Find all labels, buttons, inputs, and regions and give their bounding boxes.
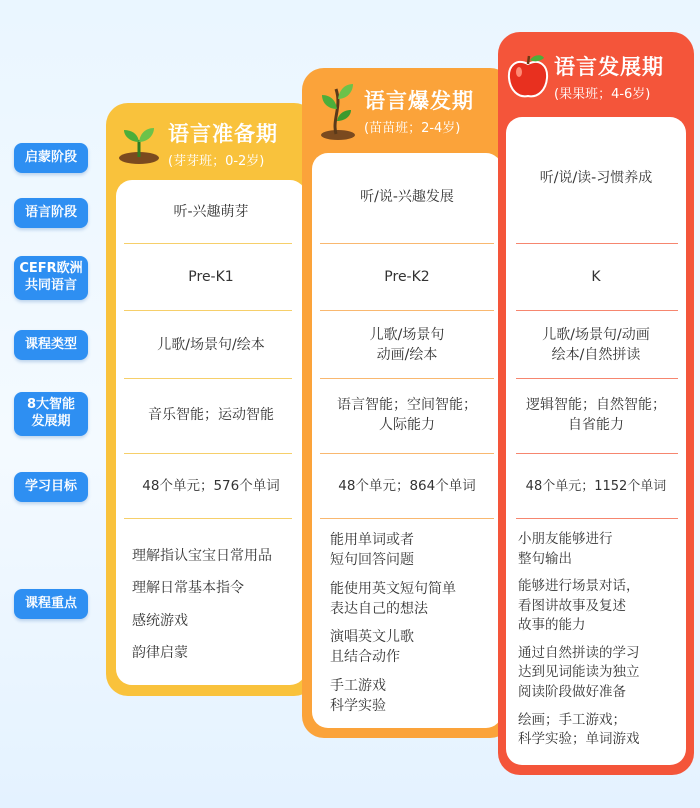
row-label-cefr [14, 256, 88, 300]
column-1-course-type-line1: 儿歌/场景句/绘本 [157, 336, 265, 353]
focus-item [518, 530, 686, 569]
column-3-divider [516, 378, 678, 379]
column-2-divider [320, 243, 494, 244]
column-2-divider [320, 378, 494, 379]
row-label-intelligence-line1: 8大智能 [26, 397, 76, 413]
focus-item-line: 演唱英文儿歌 [330, 629, 414, 646]
column-2-course-type [312, 320, 502, 370]
column-1-language-stage: 听-兴趣萌芽 [173, 203, 249, 220]
focus-item-line: 绘画；手工游戏； [518, 711, 626, 728]
column-3-course-type-line2: 绘本/自然拼读 [551, 347, 641, 363]
column-2-course-type-line2: 动画/绘本 [376, 347, 438, 363]
column-2-intelligence [312, 390, 502, 440]
column-3-goal: 48个单元；1152个单词 [525, 478, 667, 494]
focus-item-line: 整句输出 [518, 550, 572, 567]
focus-item: 理解日常基本指令 [132, 580, 244, 597]
column-1-divider [124, 378, 292, 379]
focus-item-line: 科学实验 [330, 698, 386, 715]
column-2-intelligence-line2: 人际能力 [379, 417, 435, 433]
row-label-focus: 课程重点 [14, 589, 88, 619]
column-1-intelligence-line1: 音乐智能；运动智能 [148, 406, 274, 423]
column-3-divider [516, 310, 678, 311]
column-1-subtitle: (芽芽班；0-2岁) [168, 153, 265, 169]
apple-icon [506, 52, 550, 100]
column-3-divider [516, 453, 678, 454]
focus-item-line: 能够进行场景对话， [518, 578, 640, 595]
column-1-divider [124, 243, 292, 244]
column-2-divider [320, 518, 494, 519]
column-3-intelligence-line2: 自省能力 [568, 417, 624, 433]
focus-item [518, 644, 686, 703]
column-1-cefr: Pre-K1 [188, 268, 234, 285]
column-3-title-block [554, 51, 664, 102]
column-2-intelligence-line1: 语言智能；空间智能； [337, 396, 477, 413]
column-3-divider [516, 518, 678, 519]
column-1-focus-list [132, 546, 304, 671]
column-2-divider [320, 453, 494, 454]
focus-item [330, 579, 500, 620]
column-1-divider [124, 453, 292, 454]
column-1-goal: 48个单元；576个单词 [142, 478, 280, 495]
column-3-focus-list [518, 530, 686, 758]
focus-item: 感统游戏 [132, 612, 188, 629]
column-1-title-block [168, 118, 278, 169]
column-3-cefr: K [591, 268, 601, 285]
column-2-subtitle: (苗苗班；2-4岁) [364, 120, 461, 136]
focus-item-line: 小朋友能够进行 [518, 531, 613, 547]
row-label-intelligence [14, 392, 88, 436]
column-3-course-type [506, 320, 686, 370]
focus-item-line: 表达自己的想法 [330, 600, 428, 617]
focus-item [330, 627, 500, 668]
seedling-icon [318, 79, 358, 141]
column-2-header [318, 76, 508, 144]
column-2-divider [320, 310, 494, 311]
focus-item-line: 且结合动作 [330, 649, 400, 666]
column-2-focus-list [330, 530, 500, 724]
row-label-goal: 学习目标 [14, 472, 88, 502]
column-1-header [116, 112, 308, 174]
focus-item-line: 能使用英文短句简单 [330, 580, 456, 597]
focus-item [330, 676, 500, 717]
column-2-title-block [364, 85, 474, 136]
focus-item-line: 科学实验；单词游戏 [518, 731, 640, 748]
column-1-divider [124, 310, 292, 311]
column-3-intelligence [506, 390, 686, 440]
column-3-subtitle: (果果班；4-6岁) [554, 86, 651, 102]
focus-item-line: 故事的能力 [518, 617, 586, 634]
row-label-course-type: 课程类型 [14, 330, 88, 360]
column-3-course-type-line1: 儿歌/场景句/动画 [542, 326, 650, 343]
focus-item-line: 达到见词能读为独立 [518, 664, 640, 681]
column-2-cefr: Pre-K2 [384, 268, 430, 285]
column-3-language-stage: 听/说/读-习惯养成 [539, 169, 653, 186]
focus-item-line: 短句回答问题 [330, 552, 414, 569]
column-1-divider [124, 518, 292, 519]
focus-item: 理解指认宝宝日常用品 [132, 548, 272, 564]
column-3-divider [516, 243, 678, 244]
column-3-header [506, 44, 690, 108]
focus-item: 韵律启蒙 [132, 644, 188, 661]
focus-item-line: 阅读阶段做好准备 [518, 683, 626, 700]
focus-item [518, 711, 686, 750]
row-label-cefr-line1: CEFR欧洲 [19, 261, 83, 277]
column-1-intelligence [116, 390, 306, 440]
column-2-title: 语言爆发期 [364, 88, 474, 113]
column-3-intelligence-line1: 逻辑智能；自然智能； [526, 396, 666, 413]
focus-item-line: 看图讲故事及复述 [518, 597, 626, 614]
sprout-icon [116, 120, 162, 166]
column-1-title: 语言准备期 [168, 121, 278, 146]
focus-item [518, 577, 686, 636]
column-2-language-stage: 听/说-兴趣发展 [360, 188, 454, 205]
column-2-course-type-line1: 儿歌/场景句 [369, 326, 445, 343]
row-label-cefr-line2: 共同语言 [24, 278, 77, 293]
column-3-title: 语言发展期 [554, 54, 664, 79]
row-label-stage: 启蒙阶段 [14, 143, 88, 173]
row-label-language-stage: 语言阶段 [14, 198, 88, 228]
focus-item-line: 手工游戏 [330, 677, 386, 694]
column-1-course-type [116, 320, 306, 370]
focus-item-line: 通过自然拼读的学习 [518, 644, 640, 661]
row-label-intelligence-line2: 发展期 [31, 414, 71, 429]
focus-item [330, 530, 500, 571]
column-2-goal: 48个单元；864个单词 [338, 478, 476, 495]
focus-item-line: 能用单词或者 [330, 532, 414, 548]
